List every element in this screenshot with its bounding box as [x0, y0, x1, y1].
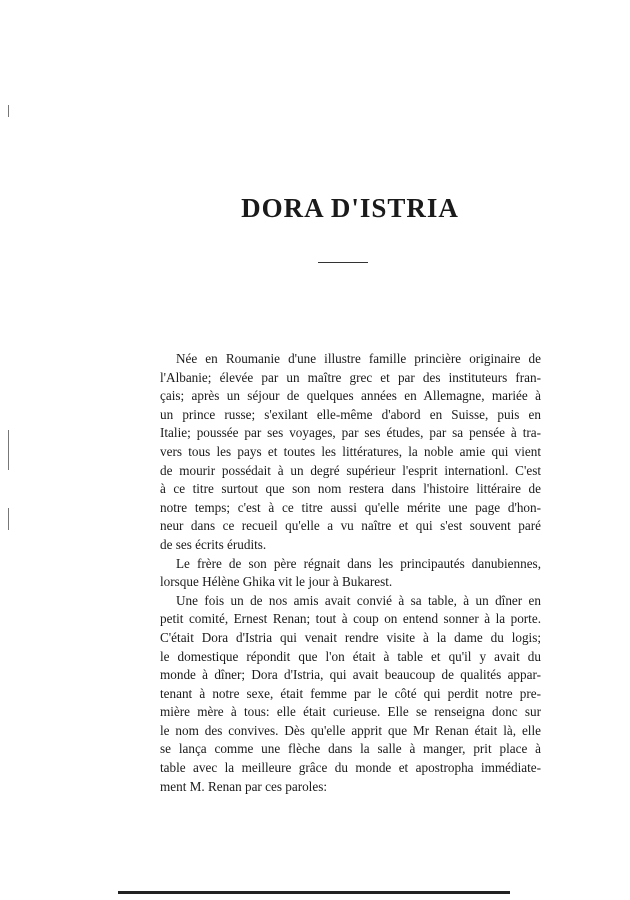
text-line: le nom des convives. Dès qu'elle apprit que Mr Renan était là, elle	[160, 722, 541, 738]
text-line: Italie; poussée par ses voyages, par ses études, par sa pensée à tra-	[160, 425, 541, 441]
text-line: de ses écrits érudits.	[160, 536, 267, 552]
page-title: DORA D'ISTRIA	[241, 193, 459, 223]
text-line: C'était Dora d'Istria qui venait rendre visite à la dame du logis;	[160, 629, 541, 645]
text-line: lorsque Hélène Ghika vit le jour à Bukarest.	[160, 574, 393, 590]
scan-edge-mark	[8, 430, 9, 470]
text-line: vers tous les pays et toutes les littératures, la noble amie qui vient	[160, 443, 541, 459]
text-line: çais; après un séjour de quelques années en Allemagne, mariée à	[160, 388, 541, 404]
body-text	[160, 350, 541, 796]
scan-edge-mark	[8, 105, 9, 117]
text-line: Une fois un de nos amis avait convié à sa table, à un dîner en	[176, 592, 541, 608]
text-line: notre temps; c'est à ce titre aussi qu'elle mérite une page d'hon-	[160, 499, 541, 515]
text-line: l'Albanie; élevée par un maître grec et par des instituteurs fran-	[160, 369, 541, 385]
text-line: ment M. Renan par ces paroles:	[160, 778, 327, 794]
text-line: un prince russe; s'exilant elle-même d'abord en Suisse, puis en	[160, 406, 541, 422]
text-line: Le frère de son père régnait dans les principautés danubiennes,	[176, 555, 541, 571]
text-line: monde à dîner; Dora d'Istria, qui avait beaucoup de qualités appar-	[160, 667, 541, 683]
text-line: de mourir possédait à un degré supérieur l'esprit internationl. C'est	[160, 462, 541, 478]
text-line: neur dans ce recueil qu'elle a vu naître et qui s'est souvent paré	[160, 518, 541, 534]
text-line: tenant à notre sexe, était femme par le côté qui perdit notre pre-	[160, 685, 541, 701]
text-line: mière mère à tous: elle était curieuse. Elle se renseigna donc sur	[160, 704, 541, 720]
text-line: table avec la meilleure grâce du monde et apostropha immédiate-	[160, 760, 541, 776]
text-line: Née en Roumanie d'une illustre famille princière originaire de	[176, 351, 541, 366]
title-rule	[318, 262, 368, 263]
scan-edge-mark	[8, 508, 9, 530]
text-line: le domestique répondit que l'on était à table et qu'il y avait du	[160, 648, 541, 664]
text-line: se lança comme une flèche dans la salle à manger, prit place à	[160, 741, 541, 757]
text-line: à ce titre surtout que son nom restera dans l'histoire littéraire de	[160, 481, 541, 497]
bottom-rule	[118, 891, 510, 894]
text-line: petit comité, Ernest Renan; tout à coup on entend sonner à la porte.	[160, 611, 541, 627]
